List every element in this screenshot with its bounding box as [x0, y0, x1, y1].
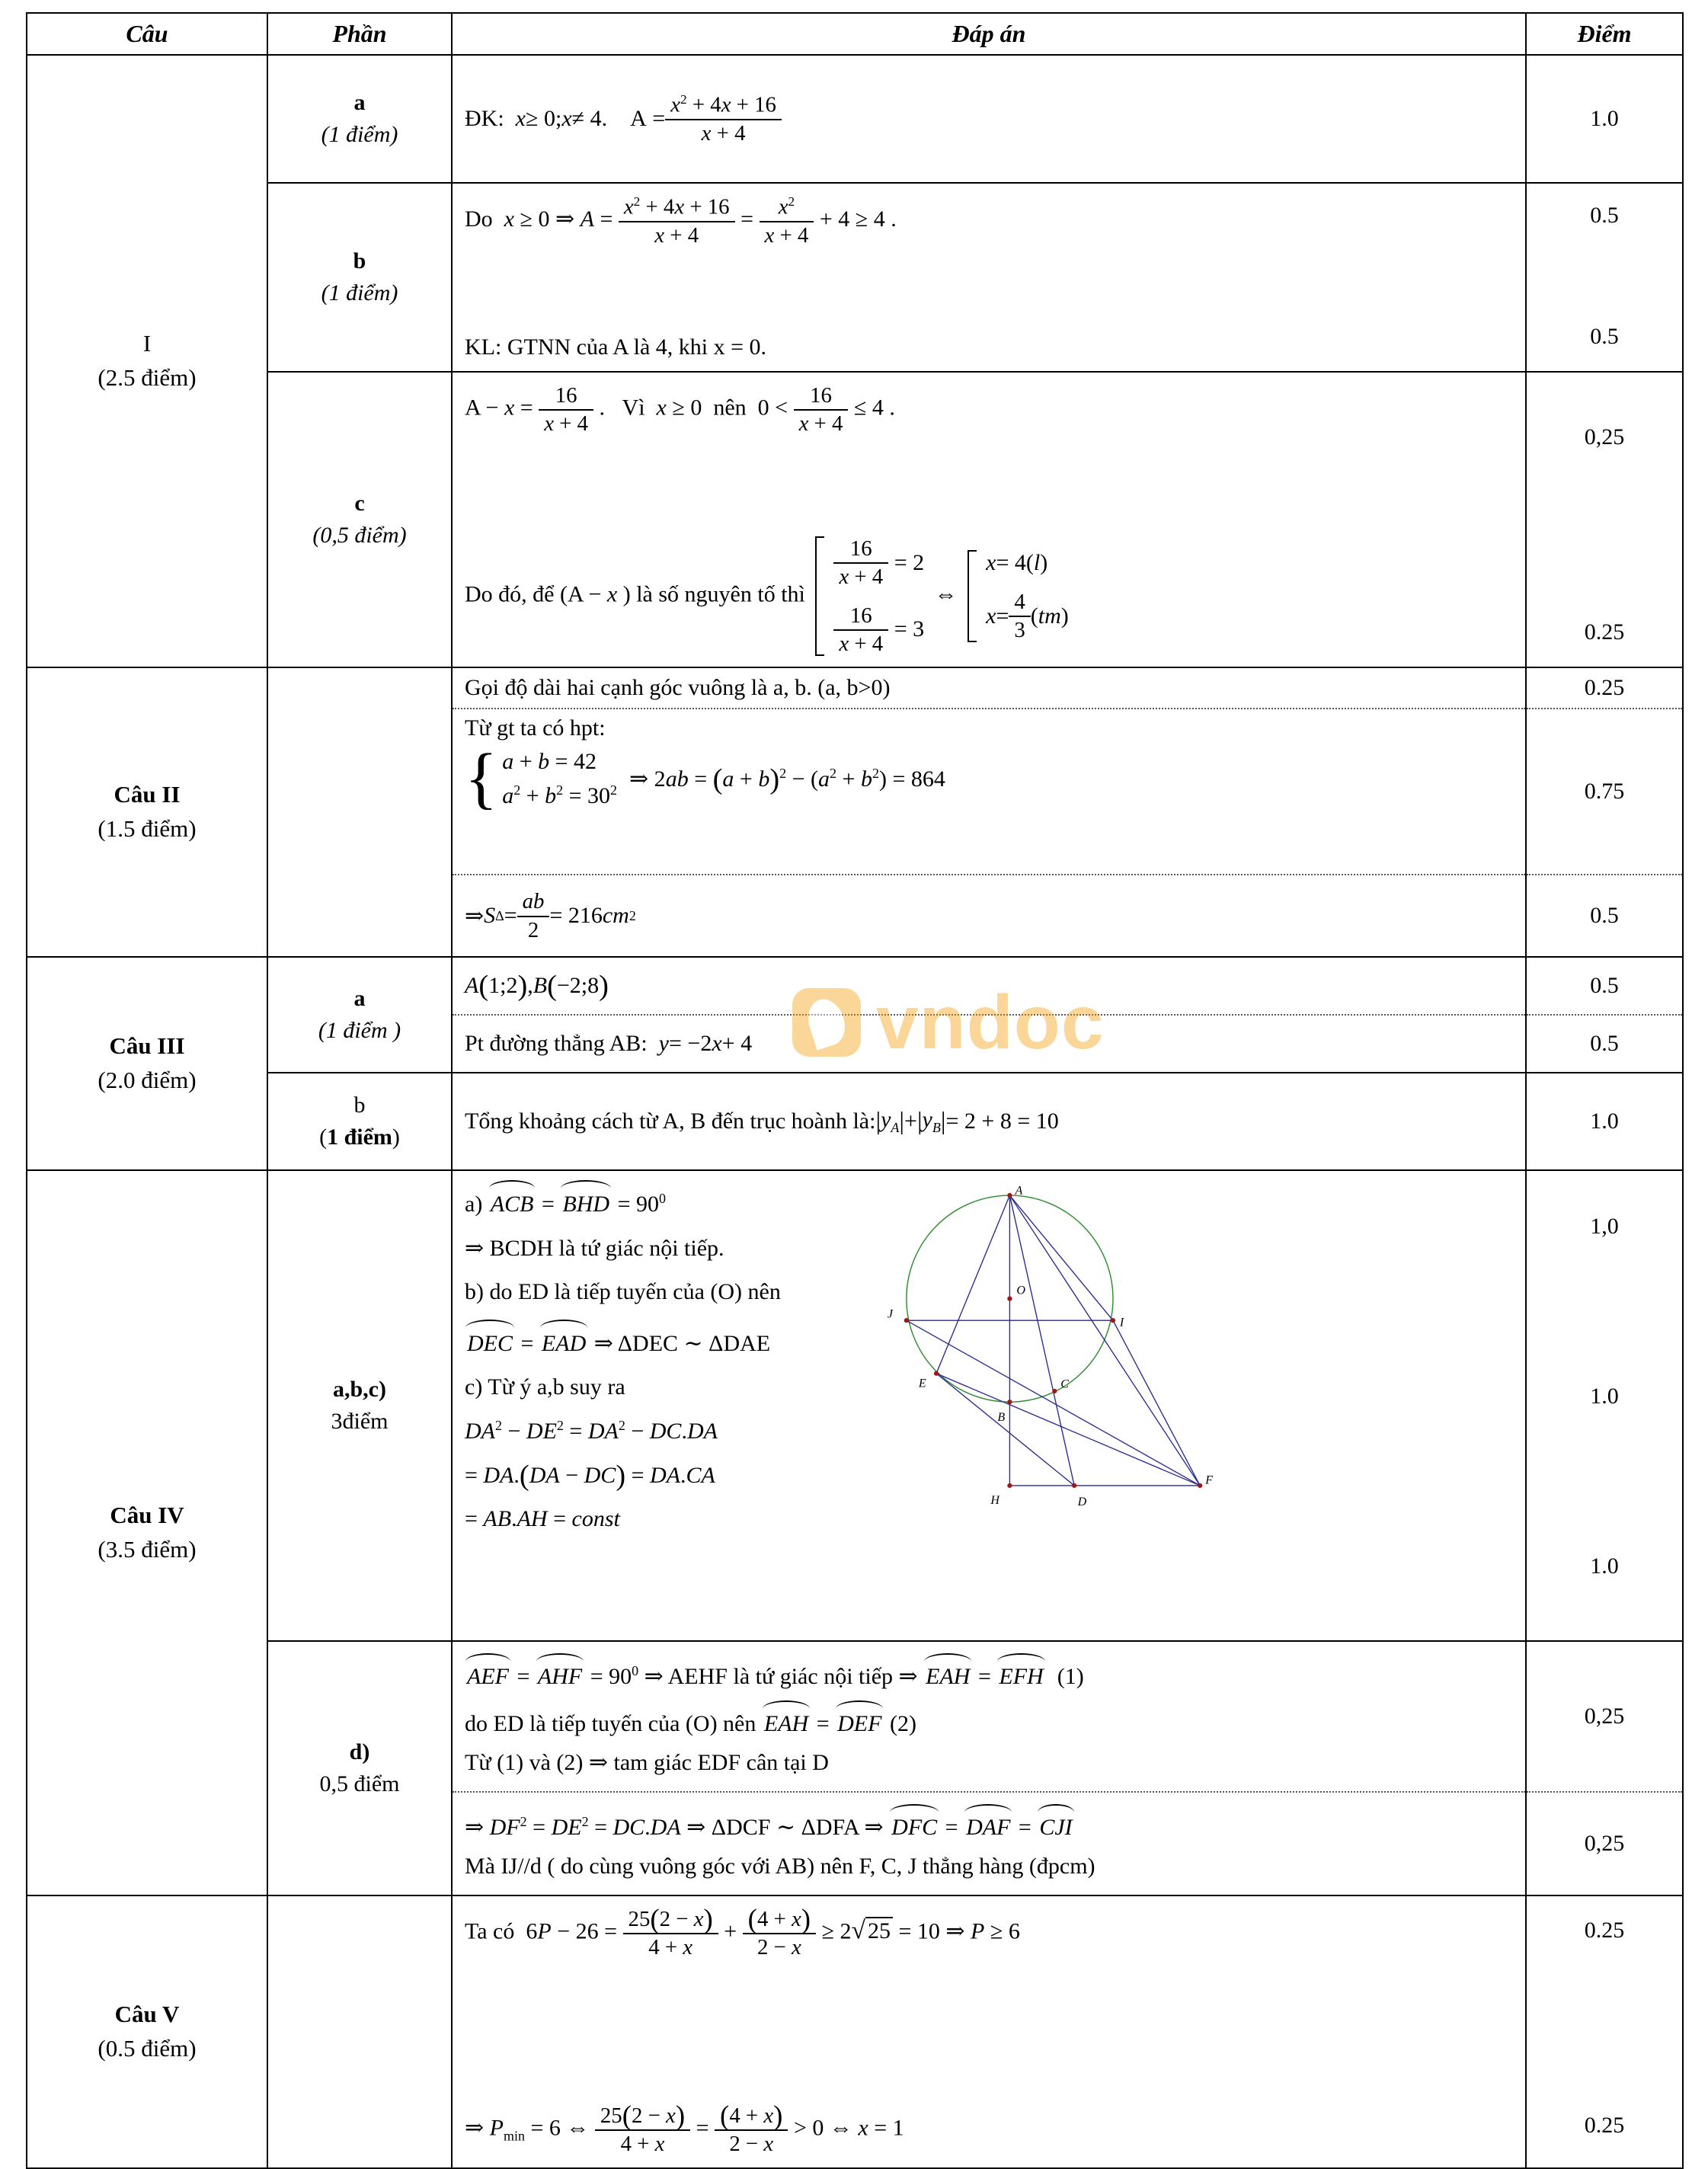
- question-1-label: I (2.5 điểm): [27, 55, 267, 667]
- score-1b-value1: 0.5: [1590, 202, 1619, 228]
- question-3-label: Câu III (2.0 điểm): [27, 957, 267, 1170]
- answer-2-line1: [452, 667, 1526, 709]
- score-4abc: [1526, 1170, 1683, 1641]
- point-label-J: J: [887, 1307, 893, 1321]
- answer-4abc-line8: = AB.AH = const: [465, 1506, 620, 1532]
- figure-labels: [888, 1184, 1213, 1508]
- header-phan: Phần: [267, 13, 452, 55]
- answer-4d-line2: do ED là tiếp tuyến của (O) nên EAH = DEF (2): [465, 1699, 1513, 1742]
- score-4abc-value3: 1.0: [1590, 1553, 1619, 1579]
- row-1b: [27, 183, 1683, 372]
- point-label-D: D: [1077, 1495, 1087, 1508]
- part-1b-label: b (1 điểm): [267, 183, 452, 372]
- answer-1b-line2: KL: GTNN của A là 4, khi x = 0.: [465, 334, 767, 360]
- answer-5-line1: Ta có 6P − 26 = $\frac{25(2 - x)}{4 + x}$ + $\frac{(4 + x)}{2 - x}$ ≥ 2√ 25 = 10 ⇒ P ≥ 6: [465, 1902, 1020, 1959]
- score-3a-2: 0.5: [1526, 1015, 1683, 1073]
- part-5-empty: [267, 1895, 452, 2168]
- score-4d-2: 0,25: [1526, 1792, 1683, 1895]
- row-3a1: [27, 957, 1683, 1015]
- answer-3a-line2: [452, 1015, 1526, 1073]
- score-1b-value2: 0.5: [1590, 323, 1619, 349]
- row-4abc: [27, 1170, 1683, 1641]
- header-cau: Câu: [27, 13, 267, 55]
- answer-3b-text: Tổng khoảng cách từ A, B đến trục hoành là: | $y_A$ | + | $y_B$ | = 2 + 8 = 10: [465, 1107, 1059, 1135]
- answer-1c: [452, 372, 1526, 667]
- answer-2-line3: [452, 875, 1526, 957]
- answer-4d-line5: Mà IJ//d ( do cùng vuông góc với AB) nên F, C, J thẳng hàng (đpcm): [465, 1854, 1095, 1879]
- answer-3a-line2-text: Pt đường thẳng AB: y = −2 x + 4: [465, 1031, 753, 1056]
- answer-5-line2: ⇒ $P_{min} = 6$ ⇔ $\frac{25(2 - x)}{4 + x}$ = $\frac{(4 + x)}{2 - x}$ > 0 ⇔ x = 1: [465, 2099, 904, 2157]
- score-4d-1: 0,25: [1526, 1641, 1683, 1792]
- part-1a-label: a (1 điểm): [267, 55, 452, 183]
- point-label-E: E: [918, 1377, 926, 1390]
- point-label-C: C: [1060, 1377, 1070, 1391]
- answer-2-line2-text: Từ gt ta có hpt: { a + b = 42 $a^2 + b^2 = 30^2$ ⇒ $2ab = (a + b)^2 - (a^2 + b^2) = 864$: [465, 715, 945, 817]
- figure-points: [904, 1193, 1203, 1488]
- score-1b: [1526, 183, 1683, 372]
- geometry-figure: [853, 1183, 1234, 1523]
- answer-3a-line1: [452, 957, 1526, 1015]
- answer-4d-block2: [452, 1792, 1526, 1895]
- answer-4abc-line1: a) ACB = BHD = $90^0$: [465, 1179, 846, 1224]
- answer-1a-text: ĐK: x ≥ 0; x ≠ 4. A = $x^2 + 4x + 16$ x + 4: [465, 62, 1513, 176]
- answer-4abc-line5: c) Từ ý a,b suy ra: [465, 1374, 625, 1400]
- part-3a-label: a (1 điểm ): [267, 957, 452, 1073]
- answer-5: [452, 1895, 1526, 2168]
- score-3a-1: 0.5: [1526, 957, 1683, 1015]
- point-label-O: O: [1016, 1284, 1025, 1297]
- answer-4d-block1: [452, 1641, 1526, 1792]
- part-3b-label: b (1 điểm): [267, 1073, 452, 1170]
- point-label-F: F: [1205, 1473, 1214, 1487]
- answer-4d-line4: ⇒ $DF^2 = DE^2 = DC.DA$ ⇒ ΔDCF ∼ ΔDFA ⇒ DFC = DAF = CJI: [465, 1803, 1513, 1846]
- answer-4abc-text: [465, 1177, 846, 1545]
- part-4d-label: d) 0,5 điểm: [267, 1641, 452, 1895]
- question-2-label: Câu II (1.5 điểm): [27, 667, 267, 957]
- score-1c-value1: 0,25: [1584, 424, 1625, 449]
- answer-3a-line1-text: A ( 1;2 ) , B ( −2;8 ): [465, 970, 609, 1002]
- answer-2-line1-text: Gọi độ dài hai cạnh góc vuông là a, b. (a, b>0): [465, 675, 891, 700]
- header-row: [27, 13, 1683, 55]
- part-4abc-label: a,b,c) 3điểm: [267, 1170, 452, 1641]
- answer-1c-line1: A − x = $\frac{16}{x + 4}$ . Vì x ≥ 0 nên 0 < $\frac{16}{x + 4}$ ≤ 4 .: [465, 383, 895, 437]
- answer-4d-line1: AEF = AHF = $90^0$ ⇒ AEHF là tứ giác nội tiếp ⇒ EAH = EFH (1): [465, 1652, 1513, 1695]
- question-5-label: Câu V (0.5 điểm): [27, 1895, 267, 2168]
- row-5: [27, 1895, 1683, 2168]
- part-2-empty: [267, 667, 452, 957]
- figure-lines: [907, 1195, 1200, 1486]
- score-5: [1526, 1895, 1683, 2168]
- score-1a: 1.0: [1526, 55, 1683, 183]
- score-5-value2: 0.25: [1584, 2112, 1625, 2138]
- row-2-1: [27, 667, 1683, 709]
- answer-4abc-line2: ⇒ BCDH là tứ giác nội tiếp.: [465, 1235, 724, 1261]
- score-1c-value2: 0.25: [1584, 619, 1625, 645]
- answer-4d-line3: Từ (1) và (2) ⇒ tam giác EDF cân tại D: [465, 1750, 829, 1775]
- point-label-H: H: [990, 1494, 1000, 1508]
- answer-table: [26, 12, 1684, 2169]
- row-3b: [27, 1073, 1683, 1170]
- answer-2-line3-text: ⇒ S Δ = ab 2 = 216 cm 2: [465, 889, 636, 942]
- header-dapan: Đáp án: [452, 13, 1526, 55]
- question-4-label: Câu IV (3.5 điểm): [27, 1170, 267, 1895]
- header-diem: Điểm: [1526, 13, 1683, 55]
- score-4abc-value2: 1.0: [1590, 1383, 1619, 1409]
- point-label-B: B: [997, 1411, 1006, 1425]
- answer-4abc-line7: = DA.(DA − DC) = DA.CA: [465, 1459, 715, 1492]
- answer-1c-line2: Do đó, để (A − x ) là số nguyên tố thì 16 x + 4 = 2 16 x + 4 = 3 ⇔ x = 4( l ) x = 4 3 ( tm ): [465, 536, 1069, 656]
- score-1c: [1526, 372, 1683, 667]
- watermark-text: vndoc: [876, 980, 1105, 1065]
- score-2-3: 0.5: [1526, 875, 1683, 957]
- answer-1b: [452, 183, 1526, 372]
- row-4d1: [27, 1641, 1683, 1792]
- point-label-A: A: [1015, 1184, 1023, 1198]
- answer-4abc-line4: DEC = EAD ⇒ ΔDEC ∼ ΔDAE: [465, 1318, 846, 1363]
- answer-1b-line1: Do x ≥ 0 ⇒ A = $\frac{x^2 + 4x + 16}{x + 4}$ = $\frac{x^2}{x + 4}$ + 4 ≥ 4 .: [465, 194, 897, 248]
- score-5-value1: 0.25: [1584, 1917, 1625, 1943]
- answer-4abc-line6: $DA^2 - DE^2 = DA^2 - DC.DA$: [465, 1417, 718, 1444]
- score-3b: 1.0: [1526, 1073, 1683, 1170]
- score-2-2: 0.75: [1526, 709, 1683, 875]
- score-2-1: 0.25: [1526, 667, 1683, 709]
- row-1c: [27, 372, 1683, 667]
- score-4abc-value1: 1,0: [1590, 1213, 1619, 1239]
- answer-4abc-line3: b) do ED là tiếp tuyến của (O) nên: [465, 1279, 781, 1305]
- answer-3b: [452, 1073, 1526, 1170]
- answer-2-line2: [452, 709, 1526, 875]
- part-1c-label: c (0,5 điểm): [267, 372, 452, 667]
- point-label-I: I: [1119, 1316, 1124, 1329]
- answer-1a: [452, 55, 1526, 183]
- row-1a: [27, 55, 1683, 183]
- answer-4abc: [452, 1170, 1526, 1641]
